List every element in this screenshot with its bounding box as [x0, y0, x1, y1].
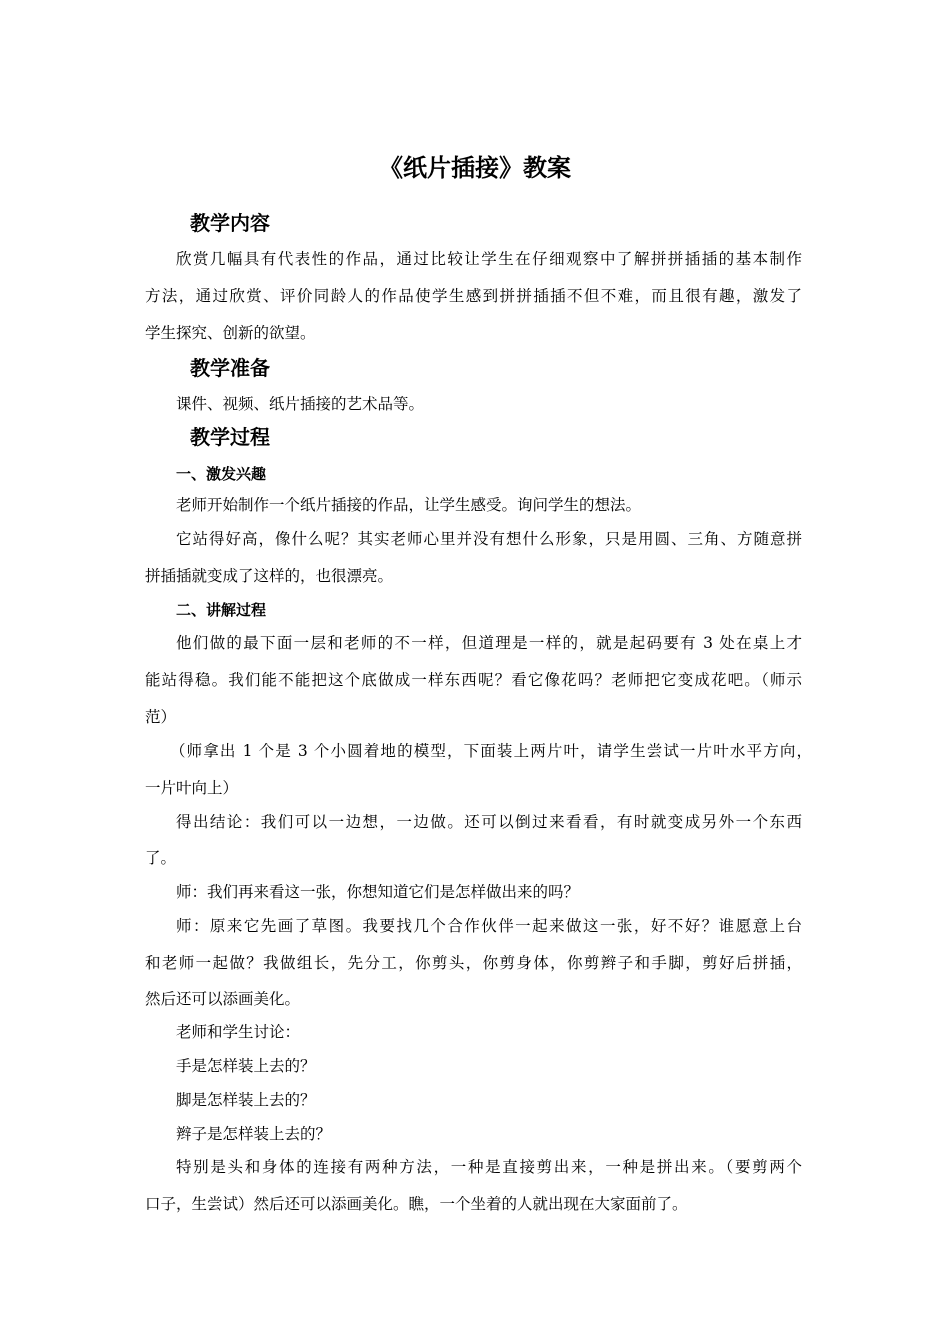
- paragraph-line: 特别是头和身体的连接有两种方法，一种是直接剪出来，一种是拼出来。（要剪两个: [176, 1158, 802, 1176]
- paragraph-line: 欣赏几幅具有代表性的作品，通过比较让学生在仔细观察中了解拼拼插插的基本制作: [176, 250, 802, 268]
- section-heading-process: 教学过程: [190, 425, 270, 449]
- paragraph-line: 和老师一起做？我做组长，先分工，你剪头，你剪身体，你剪辫子和手脚，剪好后拼插，: [145, 954, 802, 972]
- paragraph-line: 师：原来它先画了草图。我要找几个合作伙伴一起来做这一张，好不好？谁愿意上台: [176, 917, 802, 935]
- section-heading-preparation: 教学准备: [190, 356, 270, 380]
- paragraph-line: 他们做的最下面一层和老师的不一样，但道理是一样的，就是起码要有 3 处在桌上才: [176, 634, 802, 652]
- paragraph-line: 范）: [145, 708, 177, 726]
- paragraph-line: 口子，生尝试）然后还可以添画美化。瞧，一个坐着的人就出现在大家面前了。: [145, 1195, 688, 1213]
- paragraph-line: 得出结论：我们可以一边想，一边做。还可以倒过来看看，有时就变成另外一个东西: [176, 813, 802, 831]
- paragraph-line: 课件、视频、纸片插接的艺术品等。: [176, 395, 425, 413]
- paragraph-line: 脚是怎样装上去的？: [176, 1091, 316, 1109]
- paragraph-line: 它站得好高，像什么呢？其实老师心里并没有想什么形象，只是用圆、三角、方随意拼: [176, 530, 802, 548]
- paragraph-line: 辫子是怎样装上去的？: [176, 1125, 332, 1143]
- paragraph-line: 拼插插就变成了这样的，也很漂亮。: [145, 567, 394, 585]
- paragraph-line: 老师和学生讨论：: [176, 1023, 301, 1041]
- paragraph-line: 一片叶向上）: [145, 779, 239, 797]
- paragraph-line: 学生探究、创新的欲望。: [145, 324, 316, 342]
- paragraph-line: 老师开始制作一个纸片插接的作品，让学生感受。询问学生的想法。: [176, 496, 642, 514]
- subsection-heading-step1: 一、激发兴趣: [176, 465, 267, 483]
- paragraph-line: 师：我们再来看这一张，你想知道它们是怎样做出来的吗？: [176, 883, 580, 901]
- paragraph-line: 然后还可以添画美化。: [145, 990, 301, 1008]
- paragraph-line: 了。: [145, 849, 177, 867]
- section-heading-content: 教学内容: [190, 211, 270, 235]
- subsection-heading-step2: 二、讲解过程: [176, 601, 267, 619]
- paragraph-line: 手是怎样装上去的？: [176, 1057, 316, 1075]
- paragraph-line: 方法，通过欣赏、评价同龄人的作品使学生感到拼拼插插不但不难，而且很有趣，激发了: [145, 287, 802, 305]
- paragraph-line: （师拿出 1 个是 3 个小圆着地的模型，下面装上两片叶，请学生尝试一片叶水平方向，: [170, 742, 812, 760]
- document-title: 《纸片插接》教案: [379, 154, 571, 182]
- paragraph-line: 能站得稳。我们能不能把这个底做成一样东西呢？看它像花吗？老师把它变成花吧。（师示: [145, 671, 802, 689]
